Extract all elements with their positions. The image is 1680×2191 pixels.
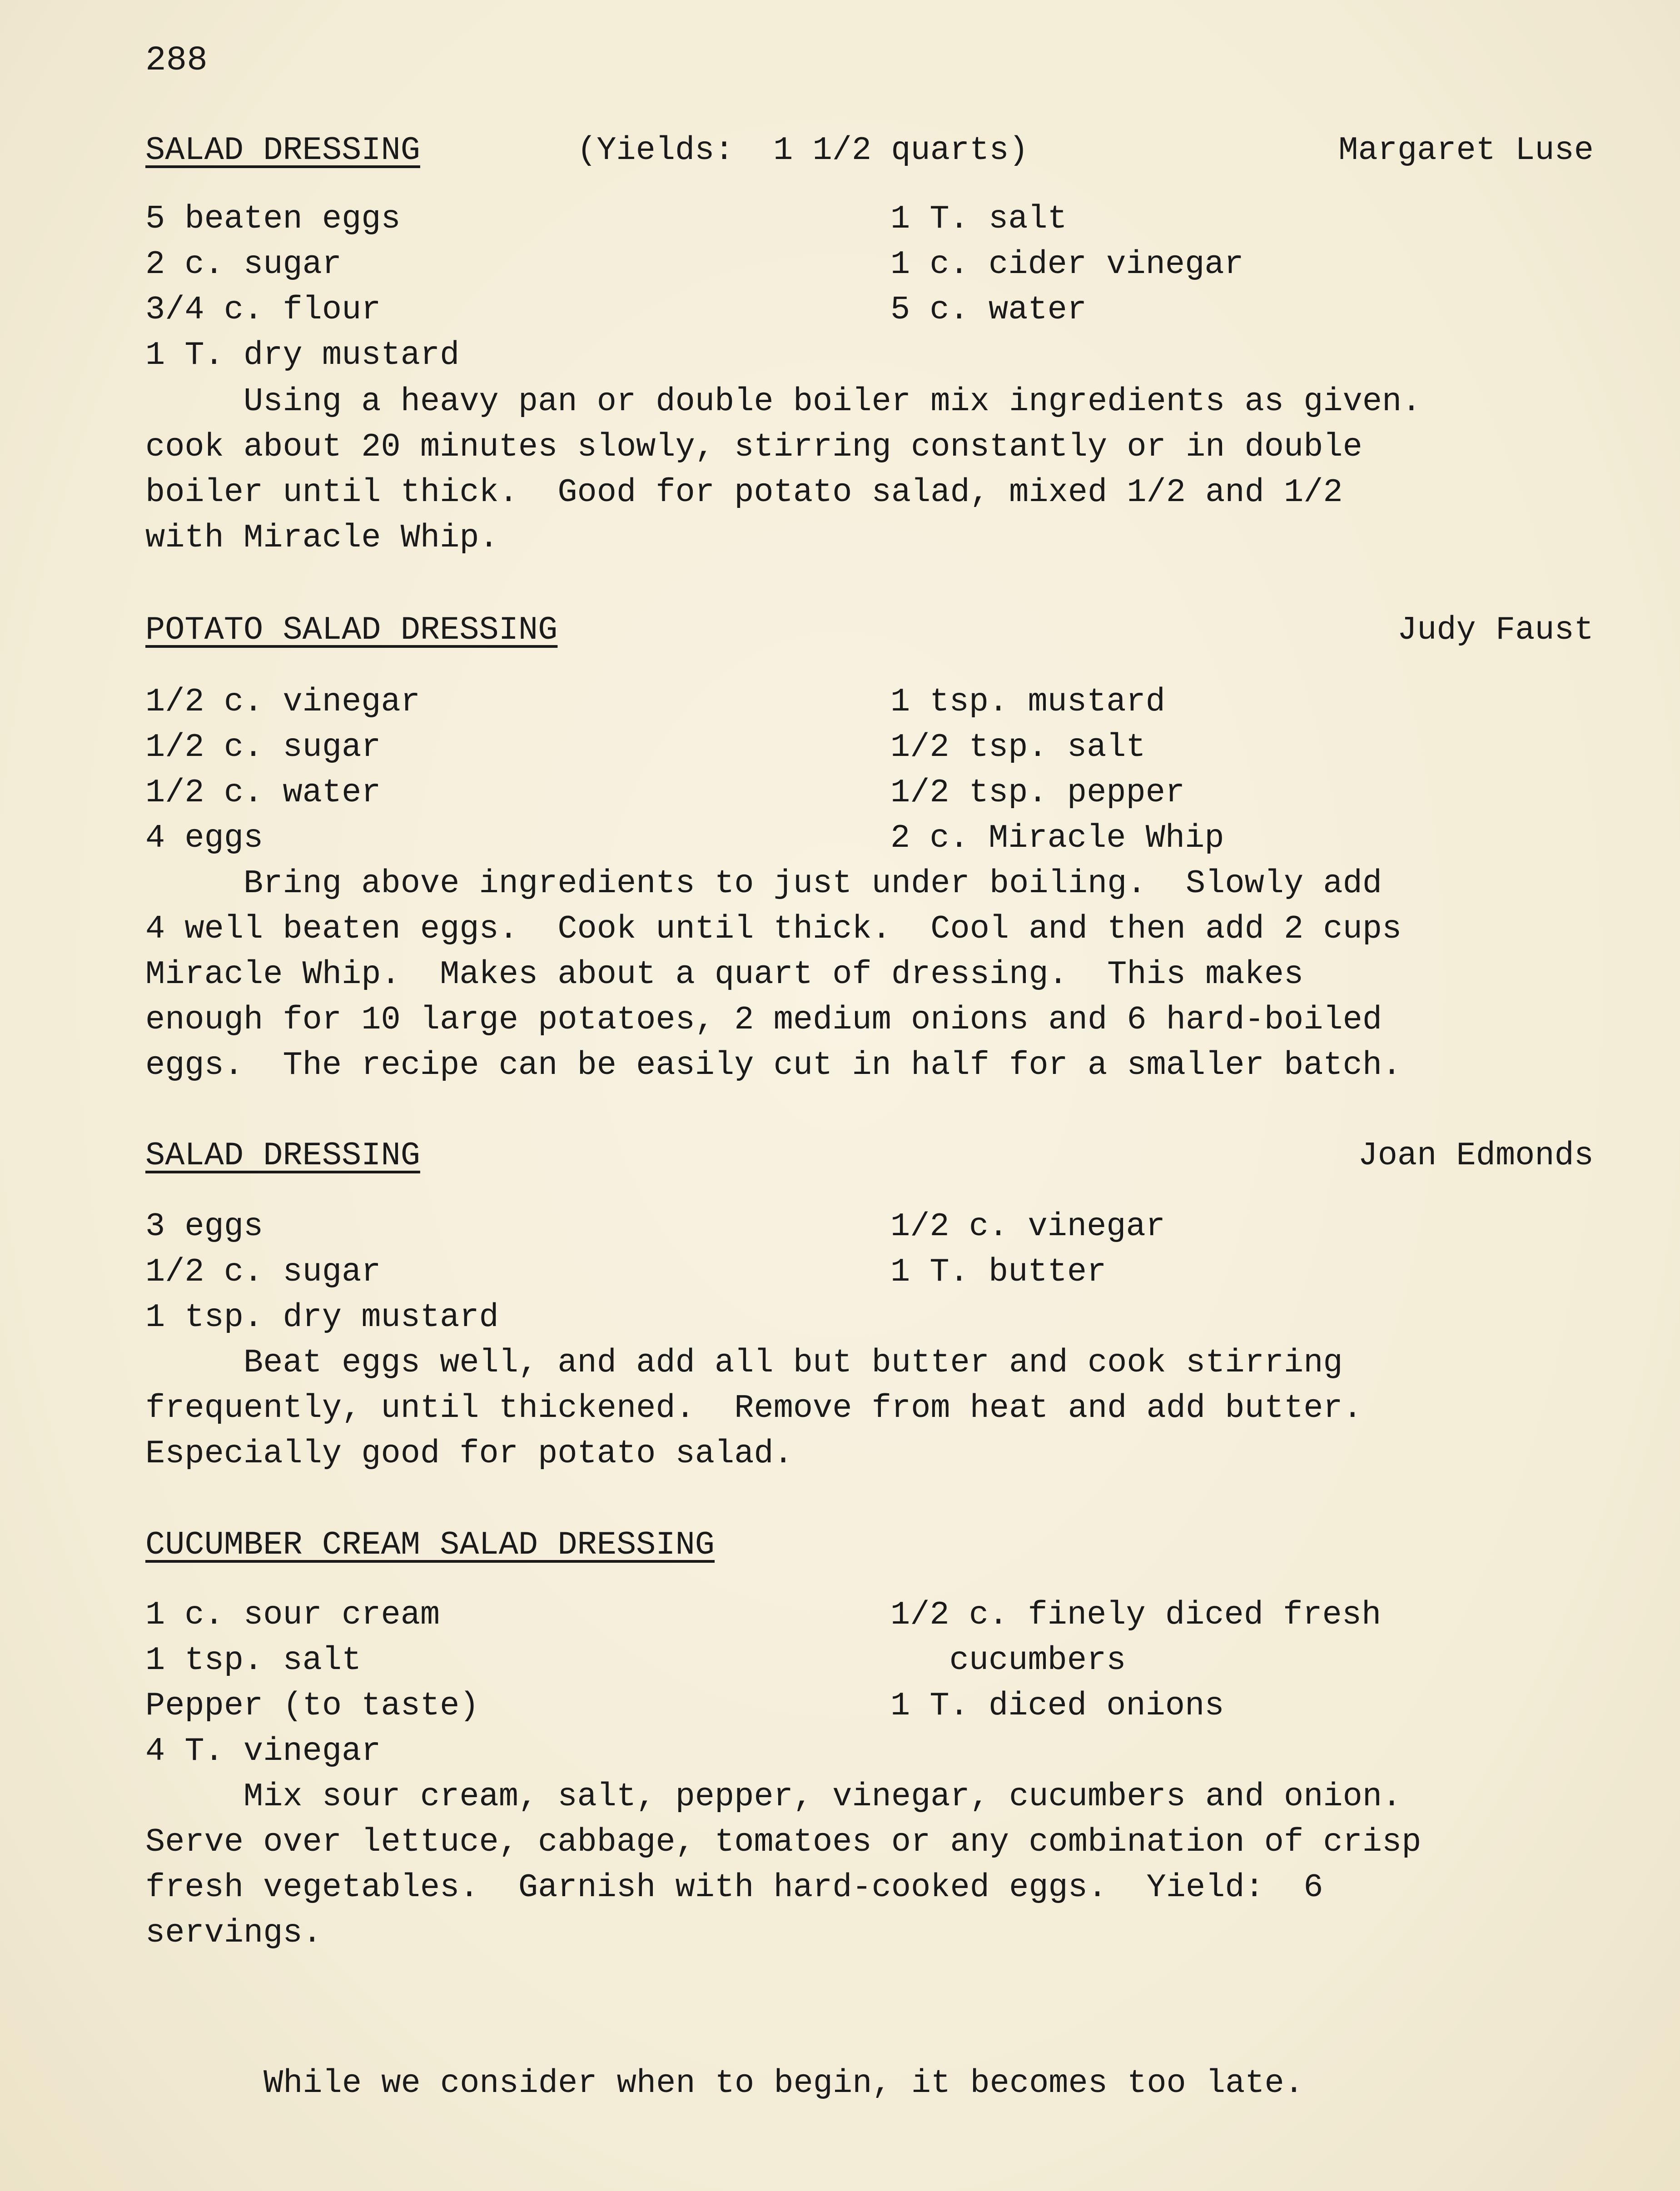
recipe-author: Judy Faust: [1397, 611, 1594, 649]
ingredient: 1/2 c. finely diced fresh: [890, 1596, 1382, 1634]
directions-line: Miracle Whip. Makes about a quart of dressing. This makes: [145, 956, 1304, 993]
ingredient: 1/2 c. vinegar: [145, 683, 420, 720]
directions-line: with Miracle Whip.: [145, 519, 499, 556]
ingredient: 1/2 c. sugar: [145, 729, 381, 766]
directions-line: 4 well beaten eggs. Cook until thick. Cool and then add 2 cups: [145, 910, 1402, 948]
ingredient: 1/2 tsp. salt: [890, 729, 1146, 766]
directions-line: frequently, until thickened. Remove from heat and add butter.: [145, 1390, 1362, 1427]
ingredient: 2 c. Miracle Whip: [890, 820, 1224, 857]
recipe-author: Joan Edmonds: [1358, 1137, 1594, 1174]
ingredient: 1 T. butter: [890, 1253, 1107, 1291]
directions-line: Especially good for potato salad.: [145, 1435, 793, 1472]
ingredient: 4 eggs: [145, 820, 263, 857]
ingredient: 5 beaten eggs: [145, 200, 401, 238]
directions-line: Mix sour cream, salt, pepper, vinegar, cucumbers and onion.: [145, 1778, 1402, 1815]
ingredient: 1/2 c. water: [145, 774, 381, 811]
recipe-header: [145, 1526, 1594, 1572]
directions-line: Serve over lettuce, cabbage, tomatoes or any combination of crisp: [145, 1823, 1422, 1861]
ingredient: 5 c. water: [890, 291, 1087, 328]
ingredient: 1 T. diced onions: [890, 1687, 1224, 1724]
recipe-title: CUCUMBER CREAM SALAD DRESSING: [145, 1526, 715, 1564]
directions-line: Using a heavy pan or double boiler mix ingredients as given.: [145, 383, 1422, 420]
directions-line: servings.: [145, 1914, 322, 1952]
directions-line: Beat eggs well, and add all but butter and cook stirring: [145, 1344, 1343, 1381]
recipe-header: [145, 1137, 1594, 1182]
ingredient: 1 c. sour cream: [145, 1596, 440, 1634]
directions-line: fresh vegetables. Garnish with hard-cooked eggs. Yield: 6: [145, 1869, 1323, 1906]
recipe-header: [145, 132, 1594, 177]
recipe-header: [145, 611, 1594, 657]
ingredient: 3/4 c. flour: [145, 291, 381, 328]
recipe-author: Margaret Luse: [1338, 132, 1594, 169]
page-number: 288: [145, 41, 208, 80]
directions-line: boiler until thick. Good for potato salad, mixed 1/2 and 1/2: [145, 474, 1343, 511]
directions-line: cook about 20 minutes slowly, stirring constantly or in double: [145, 428, 1362, 466]
ingredient: 1/2 c. vinegar: [890, 1208, 1165, 1245]
ingredient: 1 c. cider vinegar: [890, 246, 1244, 283]
recipe-yield: (Yields: 1 1/2 quarts): [577, 132, 1029, 169]
recipe-title: POTATO SALAD DRESSING: [145, 611, 558, 649]
directions-line: Bring above ingredients to just under boiling. Slowly add: [145, 865, 1382, 902]
ingredient: 1 tsp. salt: [145, 1642, 362, 1679]
ingredient: cucumbers: [890, 1642, 1126, 1679]
ingredient: 1 T. salt: [890, 200, 1067, 238]
ingredient: 4 T. vinegar: [145, 1733, 381, 1770]
recipe-title: SALAD DRESSING: [145, 132, 420, 169]
ingredient: 1 tsp. dry mustard: [145, 1299, 499, 1336]
ingredient: 1/2 c. sugar: [145, 1253, 381, 1291]
ingredient: Pepper (to taste): [145, 1687, 479, 1724]
ingredient: 3 eggs: [145, 1208, 263, 1245]
recipe-title: SALAD DRESSING: [145, 1137, 420, 1174]
ingredient: 1 tsp. mustard: [890, 683, 1165, 720]
directions-line: enough for 10 large potatoes, 2 medium onions and 6 hard-boiled: [145, 1001, 1382, 1038]
ingredient: 1 T. dry mustard: [145, 337, 460, 374]
ingredient: 2 c. sugar: [145, 246, 342, 283]
directions-line: eggs. The recipe can be easily cut in half for a smaller batch.: [145, 1047, 1402, 1084]
ingredient: 1/2 tsp. pepper: [890, 774, 1185, 811]
closing-quote: While we consider when to begin, it becomes too late.: [263, 2065, 1304, 2102]
